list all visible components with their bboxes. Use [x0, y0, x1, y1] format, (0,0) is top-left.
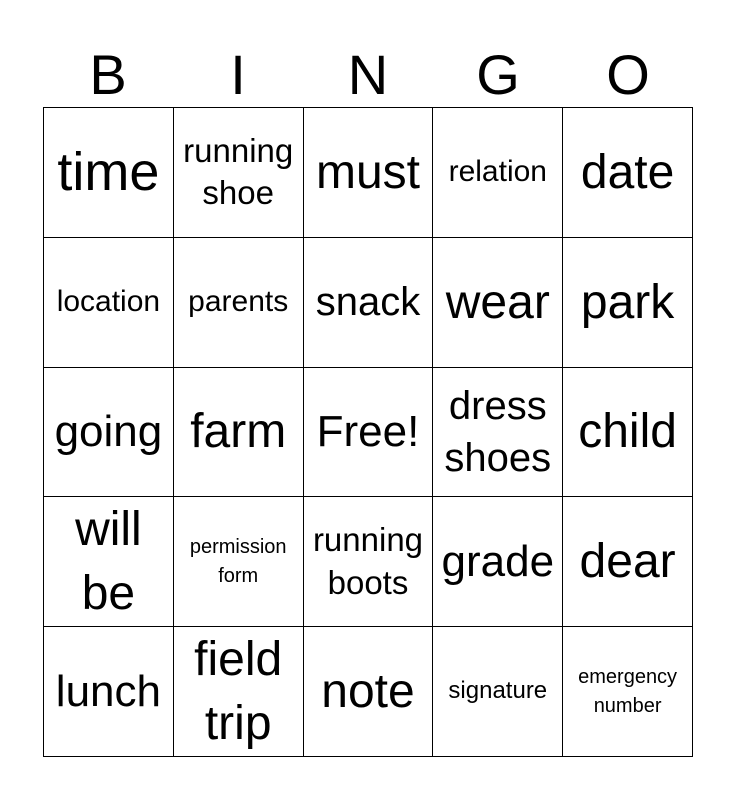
cell-label: note — [321, 665, 415, 718]
bingo-cell[interactable] — [433, 627, 563, 757]
bingo-cell[interactable] — [44, 108, 174, 238]
cell-label: dear — [579, 535, 676, 589]
bingo-cell[interactable] — [563, 238, 693, 368]
bingo-cell[interactable] — [433, 238, 563, 368]
bingo-cell[interactable] — [44, 368, 174, 498]
cell-label: relation — [448, 155, 547, 189]
bingo-cell[interactable] — [304, 627, 434, 757]
cell-label: farm — [190, 405, 287, 459]
cell-label: dress shoes — [444, 383, 552, 480]
bingo-cell[interactable] — [304, 108, 434, 238]
bingo-grid — [43, 107, 693, 757]
cell-label: park — [580, 275, 675, 329]
bingo-header — [43, 42, 693, 108]
header-letter-b: B — [89, 43, 127, 106]
bingo-cell[interactable] — [563, 497, 693, 627]
bingo-cell[interactable] — [563, 627, 693, 757]
bingo-cell[interactable] — [433, 108, 563, 238]
bingo-cell[interactable] — [174, 108, 304, 238]
cell-label: child — [578, 405, 677, 459]
free-space-label: Free! — [316, 407, 420, 457]
bingo-cell[interactable] — [174, 627, 304, 757]
cell-label: location — [56, 285, 161, 319]
bingo-cell[interactable] — [44, 238, 174, 368]
cell-label: going — [54, 407, 163, 457]
bingo-cell[interactable] — [563, 368, 693, 498]
bingo-cell[interactable] — [44, 627, 174, 757]
cell-label: running boots — [312, 520, 424, 601]
bingo-cell[interactable] — [433, 497, 563, 627]
header-letter-i: I — [230, 43, 246, 106]
bingo-cell[interactable] — [563, 108, 693, 238]
cell-label: parents — [188, 285, 289, 319]
bingo-cell[interactable] — [174, 238, 304, 368]
bingo-cell free-space[interactable] — [304, 368, 434, 498]
bingo-cell[interactable] — [433, 368, 563, 498]
cell-label: time — [57, 142, 160, 203]
bingo-cell[interactable] — [174, 368, 304, 498]
cell-label: emergency number — [578, 665, 678, 717]
bingo-cell[interactable] — [304, 238, 434, 368]
header-letter-g: G — [476, 43, 520, 106]
bingo-cell[interactable] — [304, 497, 434, 627]
cell-label: snack — [315, 280, 421, 325]
cell-label: running shoe — [183, 131, 294, 212]
header-letter-o: O — [606, 43, 650, 106]
cell-label: wear — [445, 275, 550, 329]
cell-label: must — [315, 145, 420, 199]
bingo-cell[interactable] — [174, 497, 304, 627]
bingo-cell[interactable] — [44, 497, 174, 627]
cell-label: grade — [441, 537, 555, 587]
cell-label: signature — [448, 677, 548, 705]
cell-label: date — [580, 145, 675, 199]
cell-label: permission form — [189, 535, 287, 587]
cell-label: will be — [75, 503, 142, 620]
header-letter-n: N — [347, 43, 389, 106]
cell-label: field trip — [194, 633, 283, 750]
cell-label: lunch — [55, 667, 161, 716]
